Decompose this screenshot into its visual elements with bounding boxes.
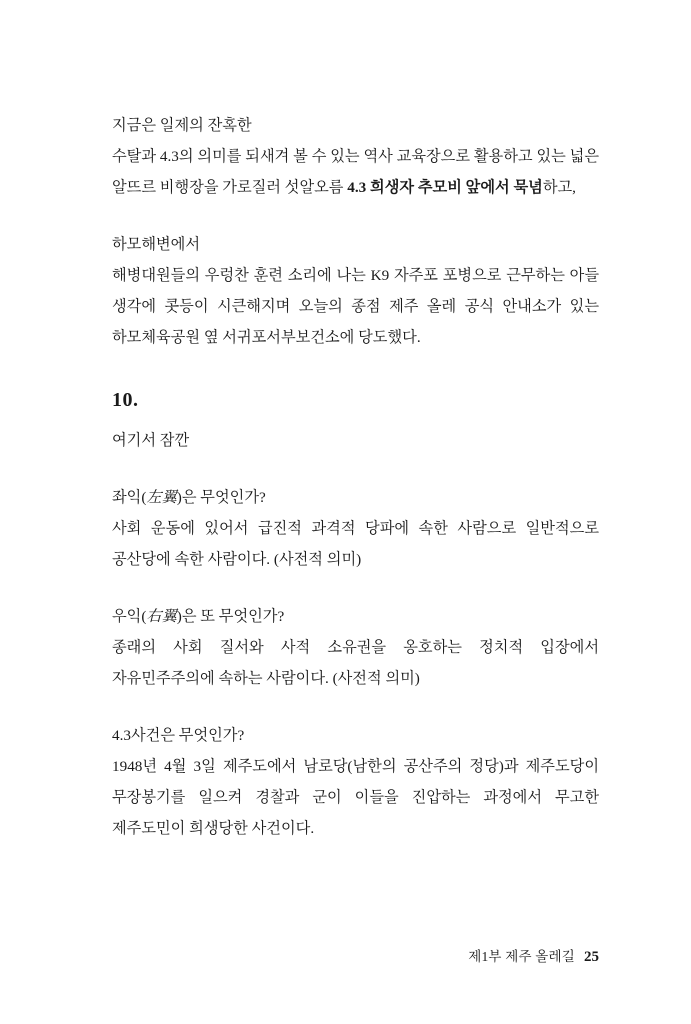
- qa-43-incident-question: 4.3사건은 무엇인가?: [112, 727, 245, 744]
- footer-section-label: 제1부 제주 올레길: [468, 949, 575, 964]
- paragraph-altteureu-text-before: 수탈과 4.3의 의미를 되새겨 볼 수 있는 역사 교육장으로 활용하고 있는 넓은 알뜨르 비행장을 가로질러 섯알오름: [112, 148, 599, 196]
- spacer: [112, 203, 599, 229]
- spacer: [112, 456, 599, 482]
- qa-right-wing-question-hanja: 右翼: [146, 608, 177, 625]
- paragraph-hamo-heading: [112, 229, 599, 260]
- paragraph-intro-line: 지금은 일제의 잔혹한: [112, 117, 252, 134]
- qa-left-wing-question-post: )은 무엇인가?: [176, 489, 266, 506]
- qa-left-wing-question-hanja: 左翼: [146, 489, 177, 506]
- qa-right-wing: [112, 601, 599, 694]
- section-heading: [112, 387, 599, 413]
- section-number: 10.: [112, 389, 139, 411]
- qa-right-wing-question-post: )은 또 무엇인가?: [176, 608, 285, 625]
- paragraph-hamo-heading-line: 하모해변에서: [112, 236, 201, 253]
- spacer: [112, 413, 599, 425]
- paragraph-altteureu-text-after: 하고,: [542, 179, 576, 196]
- footer-page-number: 25: [584, 949, 599, 965]
- section-intro: [112, 425, 599, 456]
- spacer: [112, 694, 599, 720]
- spacer: [112, 353, 599, 387]
- paragraph-altteureu-bold: 4.3 희생자 추모비 앞에서 묵념: [347, 179, 543, 196]
- section-intro-text: 여기서 잠깐: [112, 432, 190, 449]
- qa-43-incident: [112, 720, 599, 844]
- qa-43-incident-answer: 1948년 4월 3일 제주도에서 남로당(남한의 공산주의 정당)과 제주도당이 무장봉기를 일으켜 경찰과 군이 이들을 진압하는 과정에서 무고한 제주도민이 희생당한 사건이다.: [112, 758, 599, 837]
- qa-right-wing-answer: 종래의 사회 질서와 사적 소유권을 옹호하는 정치적 입장에서 자유민주주의에 속하는 사람이다. (사전적 의미): [112, 639, 599, 687]
- page-footer: [468, 948, 599, 966]
- paragraph-hamo-body-text: 해병대원들의 우렁찬 훈련 소리에 나는 K9 자주포 포병으로 근무하는 아들 생각에 콧등이 시큰해지며 오늘의 종점 제주 올레 공식 안내소가 있는 하모체육공원 옆 서귀포서부보건소에 당도했다.: [112, 267, 599, 346]
- spacer: [112, 575, 599, 601]
- qa-left-wing: [112, 482, 599, 575]
- paragraph-altteureu: [112, 141, 599, 203]
- qa-right-wing-question-pre: 우익(: [112, 608, 147, 625]
- paragraph-hamo-body: [112, 260, 599, 353]
- paragraph-intro: [112, 110, 599, 141]
- qa-left-wing-question-pre: 좌익(: [112, 489, 147, 506]
- qa-left-wing-answer: 사회 운동에 있어서 급진적 과격적 당파에 속한 사람으로 일반적으로 공산당에 속한 사람이다. (사전적 의미): [112, 520, 599, 568]
